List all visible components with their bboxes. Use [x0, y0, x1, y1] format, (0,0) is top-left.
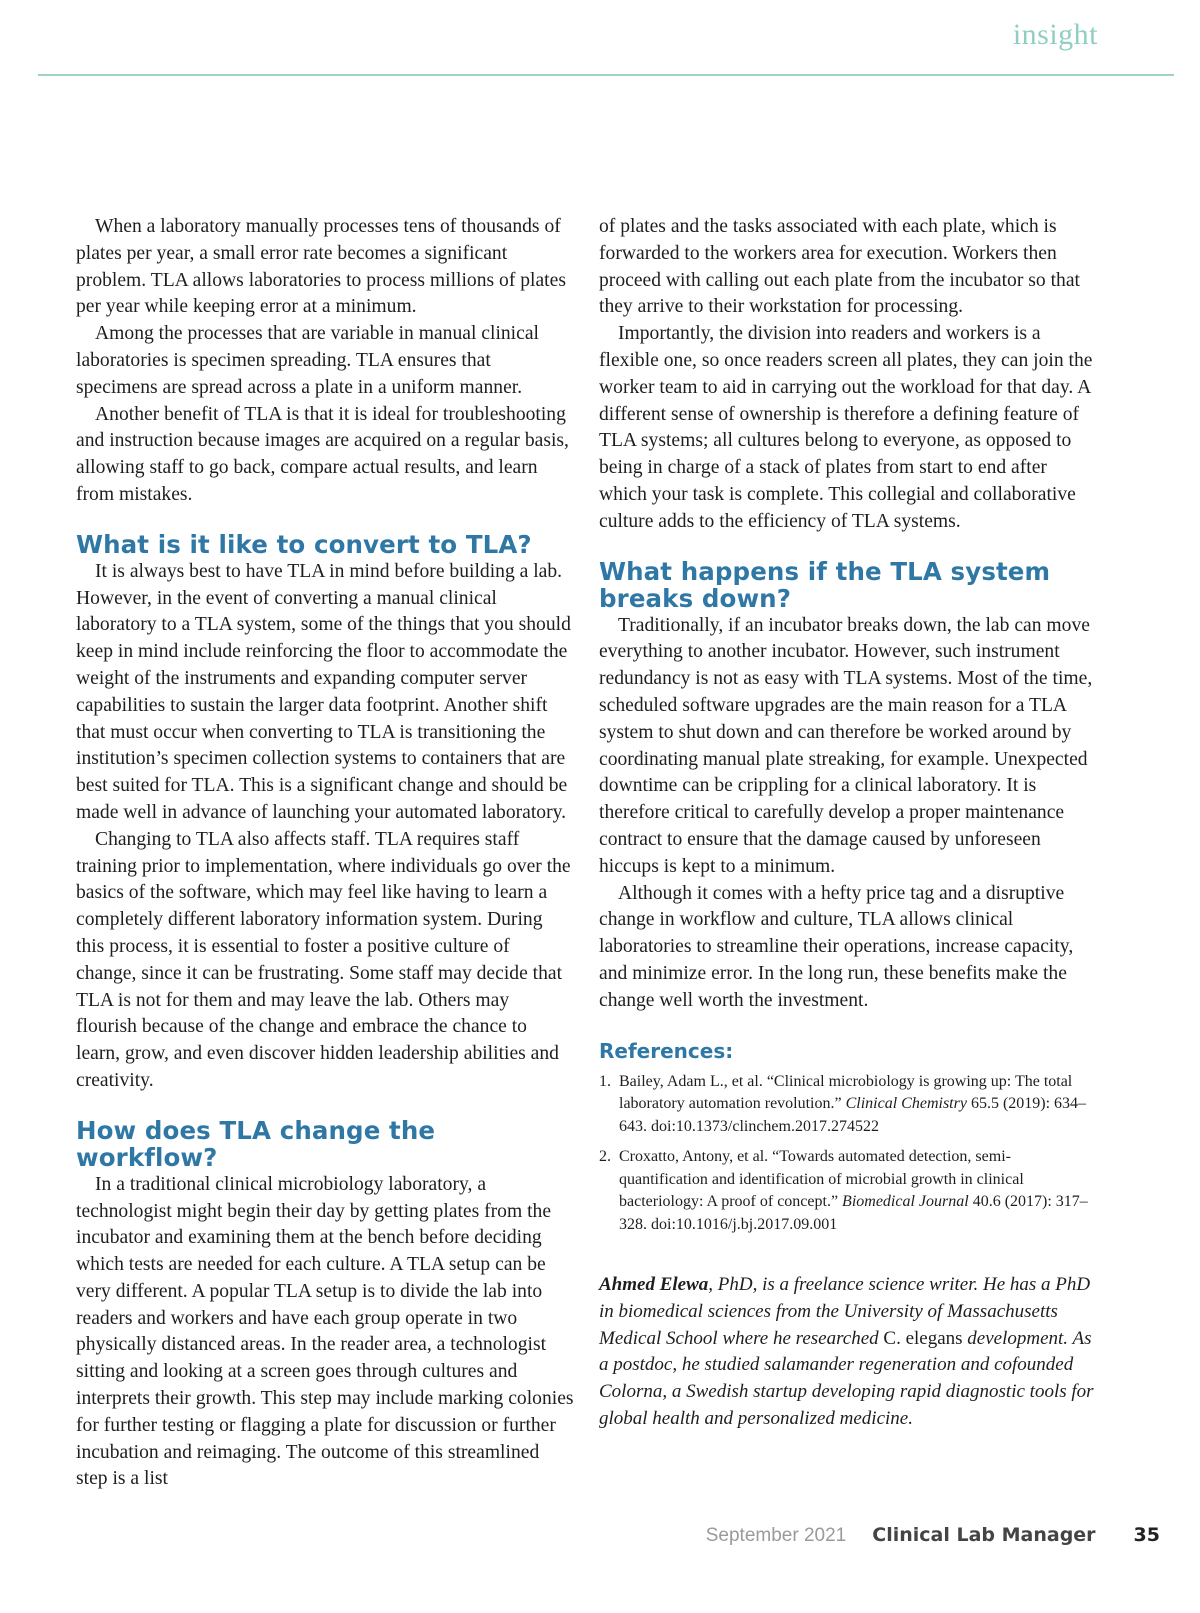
references-list	[599, 1071, 1097, 1237]
section-label: insight	[1012, 18, 1098, 51]
journal-title: Clinical Chemistry	[845, 1095, 967, 1113]
body-paragraph: It is always best to have TLA in mind before building a lab. However, in the event of converting a manual clinical laboratory to a TLA system, some of the things that you should keep in mind include reinforcing the floor to accommodate the weight of the instruments and expanding computer server capabilities to sustain the larger data footprint. Another shift that must occur when converting to TLA is transitioning the institution’s specimen collection systems to containers that are best suited for TLA. This is a significant change and should be made well in advance of launching your automated laboratory.	[76, 560, 571, 823]
reference-number: 1.	[599, 1072, 611, 1090]
body-paragraph: of plates and the tasks associated with each plate, which is forwarded to the workers area for execution. Workers then proceed with calling out each plate from the incubator so that they arrive to their workstation for processing.	[599, 216, 1080, 318]
body-paragraph: Among the processes that are variable in manual clinical laboratories is specimen spreading. TLA ensures that specimens are spread across a plate in a uniform manner.	[76, 323, 539, 398]
right-column	[599, 214, 1097, 1433]
section-heading-workflow: How does TLA change the workflow?	[76, 1115, 436, 1172]
header-rule	[38, 74, 1174, 76]
page-footer	[706, 1524, 1160, 1547]
issue-date: September 2021	[705, 1525, 847, 1546]
body-paragraph: Importantly, the division into readers and workers is a flexible one, so once readers screen all plates, they can join the worker team to aid in carrying out the workload for that day. A different sense of ownership is therefore a defining feature of TLA systems; all cultures belong to everyone, as opposed to being in charge of a stack of plates from start to end after which your task is complete. This collegial and collaborative culture adds to the efficiency of TLA systems.	[599, 323, 1093, 532]
species-name: C. elegans	[883, 1327, 963, 1349]
author-bio: Ahmed Elewa, PhD, is a freelance science writer. He has a PhD in biomedical sciences from the University of Massachusetts Medical School where he researched C. elegans development. As a postdoc, he studied salamander regeneration and cofounded Colorna, a Swedish startup developing rapid diagnostic tools for global health and personalized medicine.	[599, 1274, 1094, 1429]
body-paragraph: In a traditional clinical microbiology laboratory, a technologist might begin their day by getting plates from the incubator and examining them at the bench before deciding which tests are needed for each culture. A TLA setup can be very different. A popular TLA setup is to divide the lab into readers and workers and have each group operate in two physically distanced areas. In the reader area, a technologist sitting and looking at a screen goes through cultures and interprets their growth. This step may include marking colonies for further testing or flagging a plate for discussion or further incubation and reimaging. The outcome of this streamlined step is a list	[76, 1173, 574, 1490]
section-heading-breakdown: What happens if the TLA system breaks down?	[599, 556, 1051, 613]
body-paragraph: When a laboratory manually processes tens of thousands of plates per year, a small error rate becomes a significant problem. TLA allows laboratories to process millions of plates per year while keeping error at a minimum.	[76, 216, 566, 318]
body-paragraph: Changing to TLA also affects staff. TLA requires staff training prior to implementation, where individuals go over the basics of the software, which may feel like having to learn a completely different laboratory information system. During this process, it is essential to foster a positive culture of change, since it can be frustrating. Some staff may decide that TLA is not for them and may leave the lab. Others may flourish because of the change and embrace the chance to learn, grow, and even discover hidden leadership abilities and creativity.	[76, 828, 571, 1091]
page-number: 35	[1133, 1524, 1160, 1546]
body-paragraph: Traditionally, if an incubator breaks down, the lab can move everything to another incubator. However, such instrument redundancy is not as easy with TLA systems. Most of the time, scheduled software upgrades are the main reason for a TLA system to shut down and can therefore be worked around by coordinating manual plate streaking, for example. Unexpected downtime can be crippling for a clinical laboratory. It is therefore critical to carefully develop a proper maintenance contract to ensure that the damage caused by unforeseen hiccups is kept to a minimum.	[599, 614, 1093, 877]
reference-text: Bailey, Adam L., et al. “Clinical microbiology is growing up: The total laboratory automation revolution.” Clinical Chemistry 65.5 (2019): 634–643. doi:10.1373/clinchem.2017.274522	[619, 1072, 1087, 1135]
reference-number: 2.	[599, 1148, 611, 1166]
magazine-name: Clinical Lab Manager	[872, 1524, 1096, 1546]
left-column	[76, 214, 574, 1493]
reference-item	[599, 1071, 1097, 1139]
reference-item	[599, 1146, 1097, 1236]
section-heading-convert: What is it like to convert to TLA?	[76, 529, 532, 559]
author-name: Ahmed Elewa	[599, 1274, 709, 1296]
body-paragraph: Another benefit of TLA is that it is ideal for troubleshooting and instruction because images are acquired on a regular basis, allowing staff to go back, compare actual results, and learn from mistakes.	[76, 403, 569, 505]
references-heading: References:	[599, 1038, 734, 1063]
body-paragraph: Although it comes with a hefty price tag and a disruptive change in workflow and culture, TLA allows clinical laboratories to streamline their operations, increase capacity, and minimize error. In the long run, these benefits make the change well worth the investment.	[599, 882, 1074, 1011]
reference-text: Croxatto, Antony, et al. “Towards automated detection, semi-quantification and identification of microbial growth in clinical bacteriology: A proof of concept.” Biomedical Journal 40.6 (2017): 317–328. doi:10.1016/j.bj.2017.09.001	[619, 1148, 1088, 1233]
journal-title: Biomedical Journal	[842, 1193, 969, 1211]
